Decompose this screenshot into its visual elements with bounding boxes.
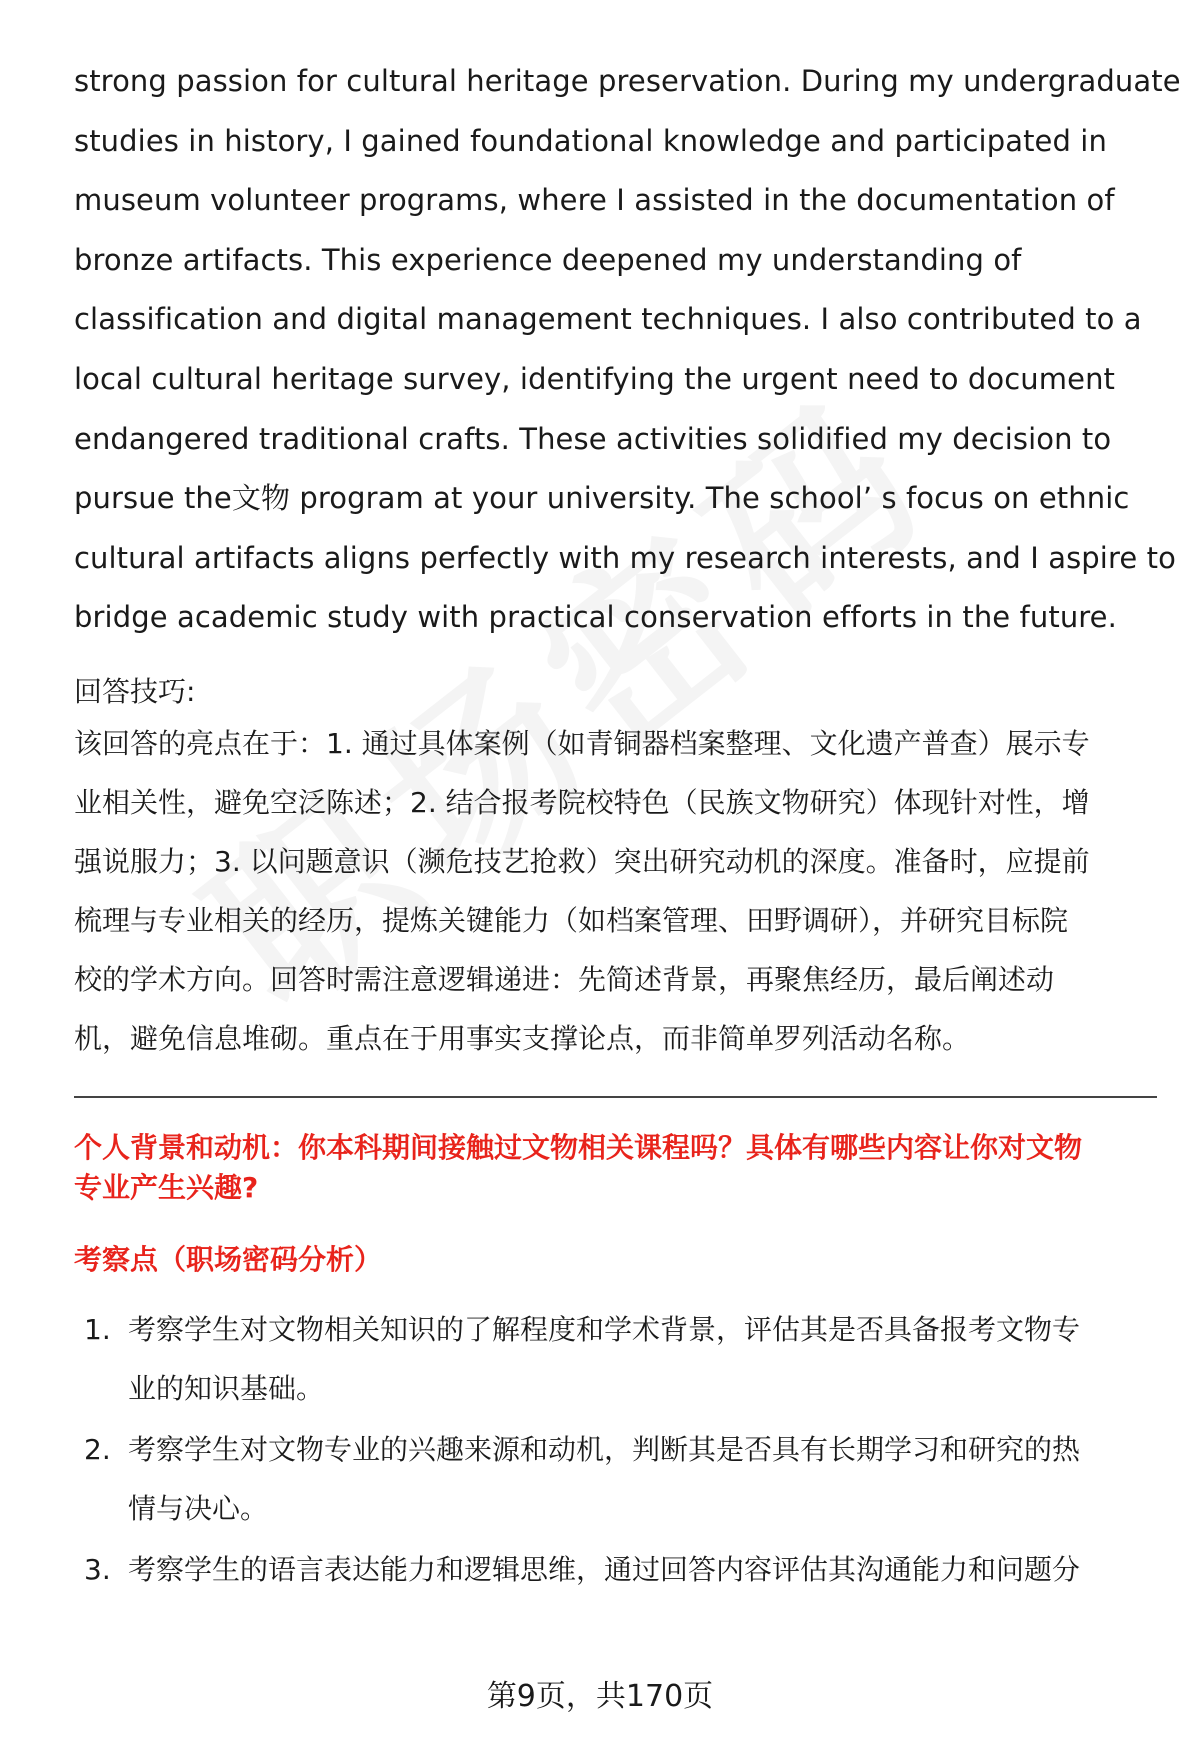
- tips-line: 该回答的亮点在于：1. 通过具体案例（如青铜器档案整理、文化遗产普查）展示专: [74, 726, 1090, 760]
- answer-line: museum volunteer programs, where I assisted in the documentation of: [74, 183, 1115, 218]
- list-item: [74, 1540, 1160, 1599]
- answer-line: classification and digital management techniques. I also contributed to a: [74, 302, 1142, 337]
- question-line: 专业产生兴趣?: [74, 1170, 259, 1204]
- page-number-footer: 第9页，共170页: [486, 1679, 714, 1714]
- list-item: [74, 1300, 1160, 1418]
- tips-heading: 回答技巧:: [74, 674, 196, 708]
- answer-line: bridge academic study with practical conservation efforts in the future.: [74, 600, 1117, 635]
- answer-line: pursue the文物 program at your university. The school’ s focus on ethnic: [74, 481, 1130, 516]
- list-item-line: 考察学生的语言表达能力和逻辑思维，通过回答内容评估其沟通能力和问题分: [128, 1552, 1081, 1586]
- question-line: 个人背景和动机：你本科期间接触过文物相关课程吗？具体有哪些内容让你对文物: [74, 1130, 1083, 1164]
- analysis-section-title: 考察点（职场密码分析）: [74, 1242, 383, 1276]
- tips-line: 业相关性，避免空泛陈述；2. 结合报考院校特色（民族文物研究）体现针对性，增: [74, 785, 1090, 819]
- tips-line: 校的学术方向。回答时需注意逻辑递进：先简述背景，再聚焦经历，最后阐述动: [74, 962, 1055, 996]
- list-item-line: 考察学生对文物相关知识的了解程度和学术背景，评估其是否具备报考文物专: [128, 1312, 1081, 1346]
- page-content: [74, 52, 1181, 1601]
- list-item-line: 考察学生对文物专业的兴趣来源和动机，判断其是否具有长期学习和研究的热: [128, 1432, 1081, 1466]
- answer-line: local cultural heritage survey, identifying the urgent need to document: [74, 361, 1116, 396]
- list-item-number: 3.: [84, 1552, 111, 1586]
- tips-line: 强说服力；3. 以问题意识（濒危技艺抢救）突出研究动机的深度。准备时，应提前: [74, 844, 1090, 878]
- tips-line: 机，避免信息堆砌。重点在于用事实支撑论点，而非简单罗列活动名称。: [74, 1021, 971, 1055]
- list-item-line: 业的知识基础。: [128, 1371, 325, 1405]
- list-item-number: 1.: [84, 1312, 111, 1346]
- tips-paragraph: [74, 714, 1160, 1068]
- list-item-number: 2.: [84, 1432, 111, 1466]
- answer-line: endangered traditional crafts. These activities solidified my decision to: [74, 421, 1112, 456]
- list-item-line: 情与决心。: [128, 1491, 269, 1525]
- answer-line: bronze artifacts. This experience deepened my understanding of: [74, 242, 1022, 277]
- question-heading: [74, 1128, 1160, 1208]
- answer-paragraph: [74, 52, 1181, 648]
- answer-line: cultural artifacts aligns perfectly with my research interests, and I aspire to: [74, 540, 1176, 575]
- answer-line: studies in history, I gained foundational knowledge and participated in: [74, 123, 1107, 158]
- list-item: [74, 1420, 1160, 1538]
- analysis-points-list: [74, 1300, 1160, 1599]
- tips-line: 梳理与专业相关的经历，提炼关键能力（如档案管理、田野调研），并研究目标院: [74, 903, 1069, 937]
- section-divider: [74, 1096, 1157, 1098]
- answer-line: strong passion for cultural heritage preservation. During my undergraduate: [74, 64, 1181, 98]
